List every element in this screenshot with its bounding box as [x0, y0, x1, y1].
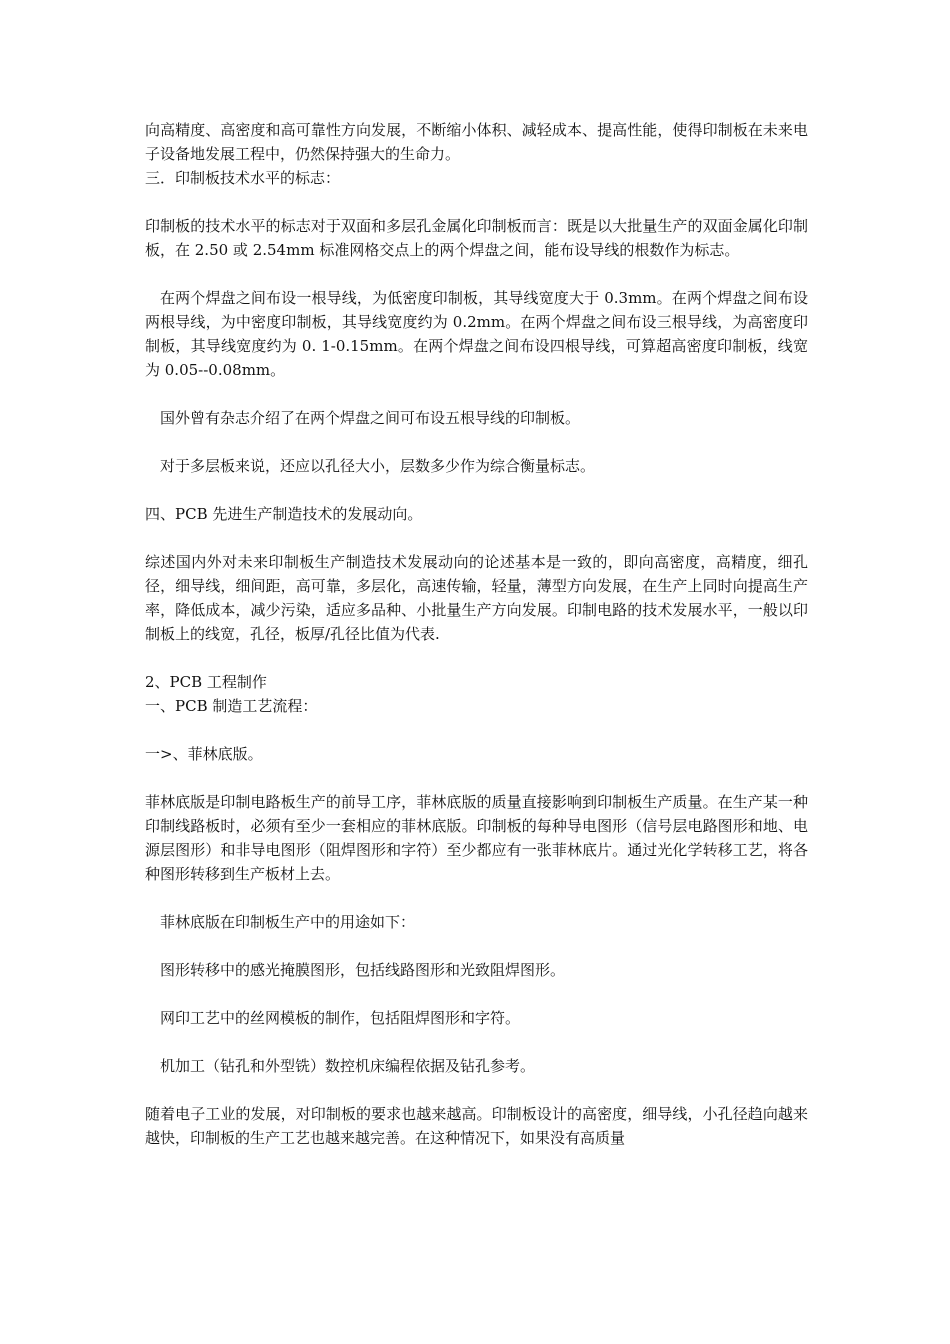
paragraph-gap	[145, 382, 808, 406]
paragraph-intro-continuation: 向高精度、高密度和高可靠性方向发展，不断缩小体积、减轻成本、提高性能，使得印制板在未来电子设备地发展工程中，仍然保持强大的生命力。	[145, 121, 808, 163]
list-item-screen-stencil: 网印工艺中的丝网模板的制作，包括阻焊图形和字符。	[160, 1009, 521, 1027]
paragraph-industry-development: 随着电子工业的发展，对印制板的要求也越来越高。印制板设计的高密度，细导线，小孔径趋向越来越快，印制板的生产工艺也越来越完善。在这种情况下，如果没有高质量	[145, 1105, 808, 1147]
paragraph-trends: 综述国内外对未来印制板生产制造技术发展动向的论述基本是一致的，即向高密度，高精度，细孔径，细导线，细间距，高可靠，多层化，高速传输，轻量，薄型方向发展，在生产上同时向提高生产率，降低成本，减少污染，适应多品种、小批量生产方向发展。印制电路的技术发展水平，一般以印制板上的线宽，孔径，板厚/孔径比值为代表.	[145, 553, 808, 643]
paragraph-gap	[145, 1030, 808, 1054]
paragraph-gap	[145, 430, 808, 454]
paragraph-gap	[145, 718, 808, 742]
paragraph-five-lines: 国外曾有杂志介绍了在两个焊盘之间可布设五根导线的印制板。	[160, 409, 581, 427]
paragraph-gap	[145, 646, 808, 670]
paragraph-gap	[145, 262, 808, 286]
section-heading-process-flow: 一、PCB 制造工艺流程：	[145, 697, 318, 715]
paragraph-tech-level: 印制板的技术水平的标志对于双面和多层孔金属化印制板而言：既是以大批量生产的双面金属化印制板，在 2.50 或 2.54mm 标准网格交点上的两个焊盘之间，能布设导线的根数作为标志。	[145, 217, 808, 259]
paragraph-gap	[145, 934, 808, 958]
subheading-film-master: 一>、菲林底版。	[145, 745, 263, 763]
paragraph-film-uses-intro: 菲林底版在印制板生产中的用途如下：	[160, 913, 416, 931]
paragraph-gap	[145, 982, 808, 1006]
paragraph-gap	[145, 766, 808, 790]
paragraph-gap	[145, 190, 808, 214]
paragraph-film-master: 菲林底版是印制电路板生产的前导工序，菲林底版的质量直接影响到印制板生产质量。在生产某一种印制线路板时，必须有至少一套相应的菲林底版。印制板的每种导电图形（信号层电路图形和地、电源层图形）和非导电图形（阻焊图形和字符）至少都应有一张菲林底片。通过光化学转移工艺，将各种图形转移到生产板材上去。	[145, 793, 808, 883]
section-heading-pcb-engineering: 2、PCB 工程制作	[145, 673, 267, 691]
list-item-cnc-machining: 机加工（钻孔和外型铣）数控机床编程依据及钻孔参考。	[160, 1057, 536, 1075]
paragraph-gap	[145, 526, 808, 550]
section-heading-4: 四、PCB 先进生产制造技术的发展动向。	[145, 505, 423, 523]
paragraph-gap	[145, 478, 808, 502]
paragraph-gap	[145, 886, 808, 910]
section-heading-3: 三．印制板技术水平的标志：	[145, 169, 341, 187]
paragraph-gap	[145, 1078, 808, 1102]
document-page	[145, 118, 808, 1150]
paragraph-multilayer: 对于多层板来说，还应以孔径大小，层数多少作为综合衡量标志。	[160, 457, 596, 475]
list-item-photomask: 图形转移中的感光掩膜图形，包括线路图形和光致阻焊图形。	[160, 961, 566, 979]
paragraph-line-density: 在两个焊盘之间布设一根导线，为低密度印制板，其导线宽度大于 0.3mm。在两个焊盘之间布设两根导线，为中密度印制板，其导线宽度约为 0.2mm。在两个焊盘之间布设三根导线，为高密度印制板，其导线宽度约为 0. 1-0.15mm。在两个焊盘之间布设四根导线，可算超高密度印制板，线宽为 0.05--0.08mm。	[145, 289, 808, 379]
